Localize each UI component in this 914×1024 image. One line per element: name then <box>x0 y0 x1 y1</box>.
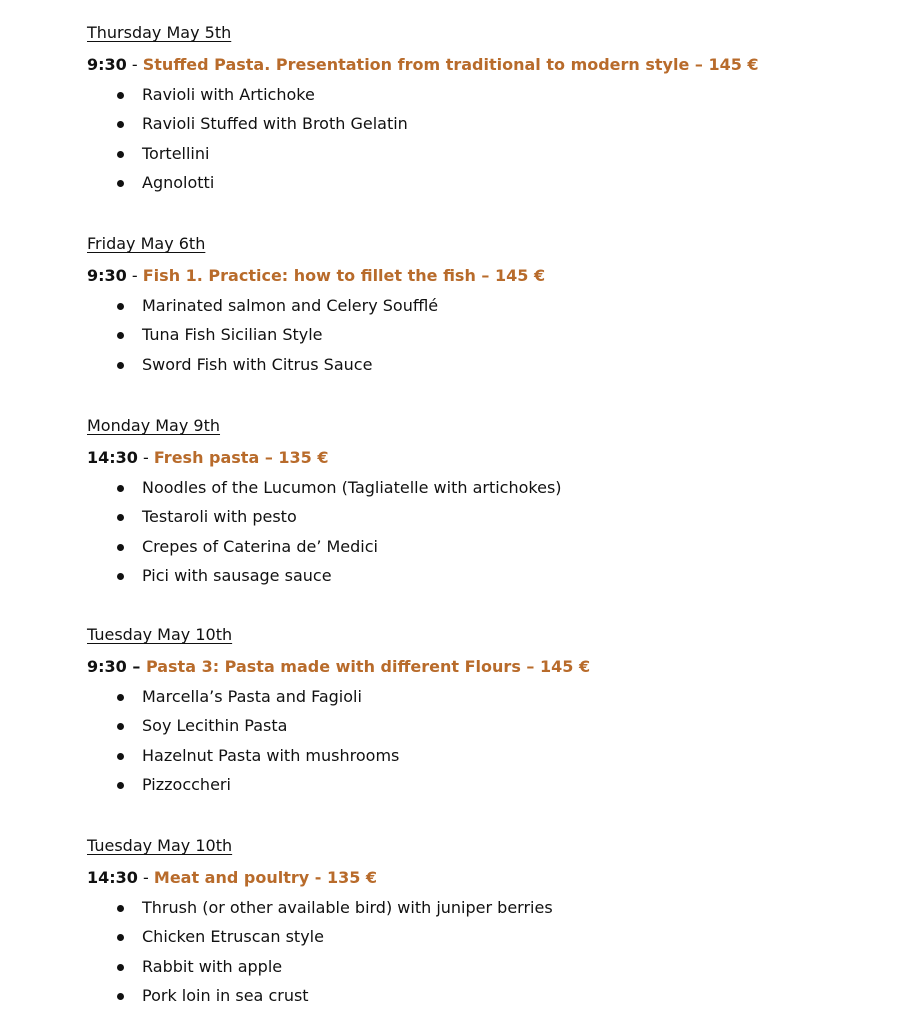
dish-item <box>87 507 887 536</box>
dish-item <box>87 687 887 716</box>
course-session <box>87 55 887 77</box>
dish-label: Hazelnut Pasta with mushrooms <box>142 745 400 765</box>
dish-label: Noodles of the Lucumon (Tagliatelle with artichokes) <box>142 478 562 497</box>
dish-label: Ravioli with Artichoke <box>142 85 315 104</box>
dish-item <box>87 144 887 173</box>
course-session <box>87 448 887 470</box>
course-day: Friday May 6th <box>87 234 206 253</box>
course-title: Stuffed Pasta. Presentation from traditional to modern style – 145 € <box>142 55 759 74</box>
dish-label: Marinated salmon and Celery Soufflé <box>142 296 439 315</box>
course-day: Monday May 9th <box>87 416 221 435</box>
dish-item <box>87 355 887 384</box>
bullet-icon <box>117 121 124 128</box>
dish-item <box>87 114 887 143</box>
course-separator: – <box>126 657 146 676</box>
bullet-icon <box>117 782 124 789</box>
dish-item <box>87 85 887 114</box>
dish-item <box>87 986 887 1015</box>
dish-label: Sword Fish with Citrus Sauce <box>142 354 373 374</box>
course-section <box>87 416 887 595</box>
course-time: 14:30 <box>87 868 138 887</box>
dish-item <box>87 537 887 566</box>
course-section <box>87 836 887 1015</box>
course-separator: - <box>137 448 154 467</box>
bullet-icon <box>117 544 124 551</box>
bullet-icon <box>117 694 124 701</box>
dish-label: Thrush (or other available bird) with juniper berries <box>142 898 553 917</box>
course-session <box>87 266 887 288</box>
bullet-icon <box>117 303 124 310</box>
bullet-icon <box>117 485 124 492</box>
course-section <box>87 23 887 202</box>
dish-list <box>87 85 887 202</box>
dish-item <box>87 173 887 202</box>
bullet-icon <box>117 332 124 339</box>
dish-label: Tortellini <box>142 143 210 163</box>
bullet-icon <box>117 573 124 580</box>
course-title: Meat and poultry - 135 € <box>153 868 378 887</box>
dish-item <box>87 775 887 804</box>
dish-list <box>87 898 887 1015</box>
dish-label: Ravioli Stuffed with Broth Gelatin <box>142 114 408 134</box>
bullet-icon <box>117 993 124 1000</box>
dish-item <box>87 478 887 507</box>
dish-item <box>87 566 887 595</box>
dish-label: Pork loin in sea crust <box>142 985 309 1005</box>
bullet-icon <box>117 905 124 912</box>
dish-item <box>87 898 887 927</box>
course-title: Fresh pasta – 135 € <box>153 448 329 467</box>
dish-label: Agnolotti <box>142 172 215 192</box>
dish-label: Soy Lecithin Pasta <box>142 716 288 736</box>
dish-list <box>87 687 887 804</box>
course-separator: - <box>126 55 143 74</box>
course-separator: - <box>126 266 143 285</box>
course-time: 9:30 <box>87 657 127 676</box>
course-time: 9:30 <box>87 266 127 285</box>
course-session <box>87 868 887 890</box>
course-section <box>87 625 887 804</box>
dish-label: Crepes of Caterina de’ Medici <box>142 536 378 556</box>
dish-list <box>87 478 887 595</box>
dish-item <box>87 296 887 325</box>
dish-item <box>87 716 887 745</box>
dish-label: Pizzoccheri <box>142 774 231 794</box>
dish-label: Testaroli with pesto <box>142 507 297 527</box>
dish-item <box>87 957 887 986</box>
course-separator: - <box>137 868 154 887</box>
dish-label: Marcella’s Pasta and Fagioli <box>142 687 362 706</box>
course-time: 14:30 <box>87 448 138 467</box>
course-title: Fish 1. Practice: how to fillet the fish – 145 € <box>142 266 546 285</box>
dish-label: Pici with sausage sauce <box>142 565 332 585</box>
course-day: Tuesday May 10th <box>87 836 233 855</box>
course-day: Thursday May 5th <box>87 23 232 42</box>
bullet-icon <box>117 753 124 760</box>
bullet-icon <box>117 92 124 99</box>
bullet-icon <box>117 362 124 369</box>
course-session <box>87 657 887 679</box>
dish-label: Rabbit with apple <box>142 956 283 976</box>
bullet-icon <box>117 514 124 521</box>
course-section <box>87 234 887 384</box>
course-day: Tuesday May 10th <box>87 625 233 644</box>
bullet-icon <box>117 723 124 730</box>
bullet-icon <box>117 964 124 971</box>
dish-label: Tuna Fish Sicilian Style <box>142 325 323 345</box>
course-time: 9:30 <box>87 55 127 74</box>
dish-label: Chicken Etruscan style <box>142 927 324 947</box>
course-title: Pasta 3: Pasta made with different Flours – 145 € <box>145 657 591 676</box>
dish-item <box>87 325 887 354</box>
bullet-icon <box>117 151 124 158</box>
dish-item <box>87 746 887 775</box>
bullet-icon <box>117 934 124 941</box>
dish-item <box>87 927 887 956</box>
dish-list <box>87 296 887 384</box>
bullet-icon <box>117 180 124 187</box>
